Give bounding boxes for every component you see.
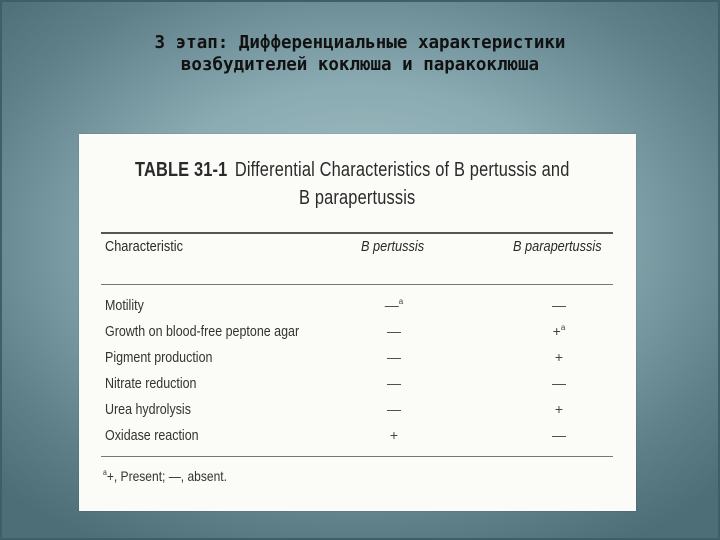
row-label: Oxidase reaction (105, 428, 199, 444)
footnote-marker: a (103, 468, 107, 477)
cell-value: — (384, 297, 399, 313)
header-rule (101, 284, 613, 285)
cell-b-parapertussis (544, 427, 574, 443)
cell-value: + (389, 427, 399, 443)
table-footnote (103, 468, 227, 484)
table-title-text: Differential Characteristics of B pertussis and (234, 159, 570, 181)
table-label: TABLE 31-1 (135, 159, 228, 181)
cell-b-parapertussis (544, 401, 574, 417)
cell-value: + (554, 401, 564, 417)
row-label: Motility (105, 298, 144, 314)
cell-value: — (387, 401, 401, 417)
footnote-text: +, Present; —, absent. (106, 468, 227, 484)
cell-value: — (552, 375, 566, 391)
column-header-b-parapertussis: B parapertussis (513, 238, 602, 255)
cell-b-pertussis (379, 323, 409, 339)
cell-value: — (387, 349, 401, 365)
cell-value: + (554, 349, 564, 365)
cell-b-parapertussis (544, 349, 574, 365)
row-label: Growth on blood-free peptone agar (105, 324, 300, 340)
cell-b-parapertussis (544, 297, 574, 313)
cell-b-pertussis (379, 375, 409, 391)
slide-title-line-2: возбудителей коклюша и паракоклюша (180, 55, 540, 75)
cell-footnote-marker: a (560, 323, 566, 332)
cell-b-pertussis (379, 349, 409, 365)
row-label: Urea hydrolysis (105, 402, 191, 418)
cell-b-parapertussis (544, 323, 574, 339)
slide-title (60, 32, 660, 76)
table-scan-image (79, 134, 636, 511)
cell-value: — (552, 297, 566, 313)
table-top-rule (101, 232, 613, 234)
cell-b-pertussis (379, 427, 409, 443)
column-header-b-pertussis: B pertussis (361, 238, 425, 255)
table-title (135, 156, 570, 212)
row-label: Nitrate reduction (105, 376, 197, 392)
table-bottom-rule (101, 456, 613, 457)
table-title-continuation: B parapertussis (299, 187, 416, 209)
column-header-characteristic: Characteristic (105, 238, 183, 255)
row-label: Pigment production (105, 350, 213, 366)
cell-value: — (552, 427, 566, 443)
cell-b-parapertussis (544, 375, 574, 391)
cell-b-pertussis (379, 297, 409, 313)
cell-value: — (387, 323, 401, 339)
slide-title-line-1: 3 этап: Дифференциальные характеристики (154, 33, 566, 53)
cell-footnote-marker: a (398, 297, 404, 306)
cell-value: + (552, 323, 561, 339)
cell-b-pertussis (379, 401, 409, 417)
cell-value: — (387, 375, 401, 391)
